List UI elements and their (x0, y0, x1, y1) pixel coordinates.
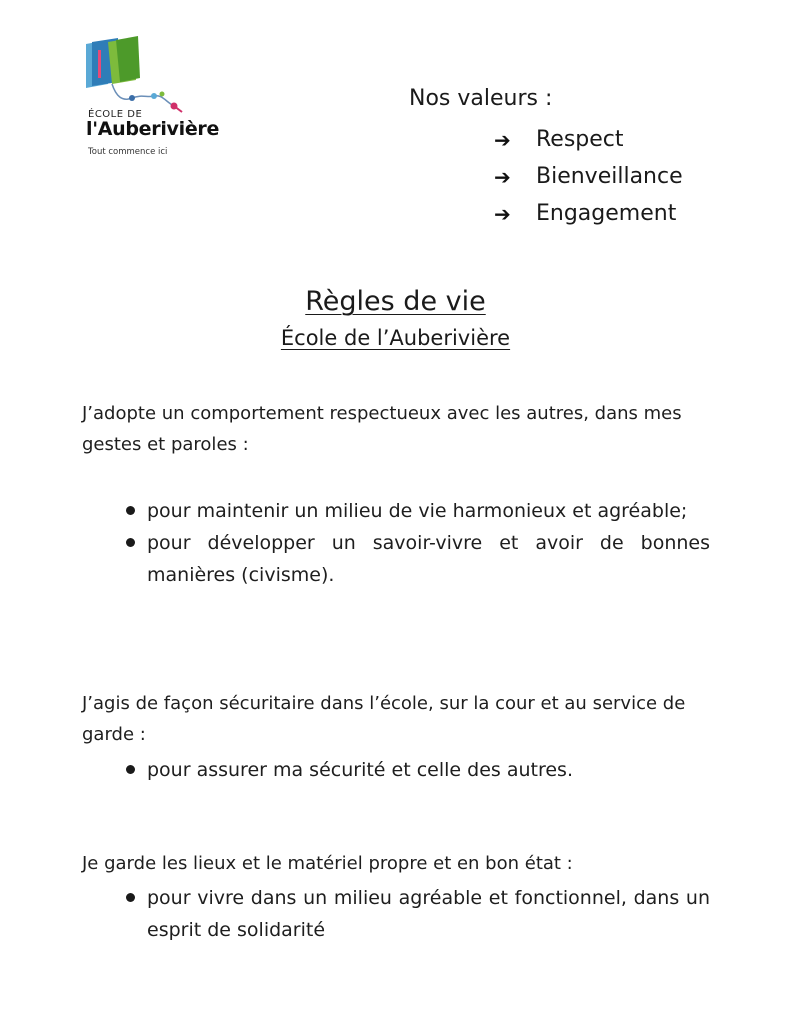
rule-intro: J’agis de façon sécuritaire dans l’école, sur la cour et au service de garde : (82, 693, 686, 745)
bullet-dot-icon (126, 538, 135, 547)
bullet-text: pour développer un savoir-vivre et avoir de bonnes manières (civisme). (147, 532, 710, 586)
arrow-right-icon: ➔ (494, 164, 511, 189)
rule-bullets (82, 495, 710, 591)
rule-section-respect (82, 398, 710, 460)
rule-intro: J’adopte un comportement respectueux avec les autres, dans mes gestes et paroles : (82, 403, 682, 455)
bullet-item (82, 495, 710, 527)
bullet-item (82, 527, 710, 591)
bullet-text: pour vivre dans un milieu agréable et fonctionnel, dans un esprit de solidarité (147, 887, 710, 941)
value-item (494, 195, 683, 232)
rule-section-safety (82, 688, 710, 750)
logo-line1: ÉCOLE DE (88, 109, 143, 120)
value-item (494, 158, 683, 195)
page-title: Règles de vie (305, 286, 486, 317)
bullet-text: pour maintenir un milieu de vie harmonieux et agréable; (147, 500, 688, 522)
rule-section-care (82, 848, 710, 879)
rule-intro: Je garde les lieux et le matériel propre et en bon état : (82, 853, 573, 874)
value-label: Engagement (536, 201, 677, 226)
values-list (494, 121, 683, 232)
school-logo (82, 36, 232, 166)
bullet-text: pour assurer ma sécurité et celle des autres. (147, 759, 573, 781)
arrow-right-icon: ➔ (494, 127, 511, 152)
values-title: Nos valeurs : (409, 86, 553, 111)
logo-line2: l'Auberivière (86, 118, 220, 140)
page-subtitle: École de l’Auberivière (280, 326, 511, 350)
bullet-item (82, 882, 710, 946)
value-item (494, 121, 683, 158)
value-label: Respect (536, 127, 624, 152)
rule-bullets (82, 754, 710, 786)
bullet-dot-icon (126, 506, 135, 515)
value-label: Bienveillance (536, 164, 683, 189)
bullet-dot-icon (126, 765, 135, 774)
arrow-right-icon: ➔ (494, 201, 511, 226)
book-icon (82, 36, 232, 116)
bullet-item (82, 754, 710, 786)
logo-tagline: Tout commence ici (88, 147, 168, 157)
rule-bullets (82, 882, 710, 946)
bullet-dot-icon (126, 893, 135, 902)
